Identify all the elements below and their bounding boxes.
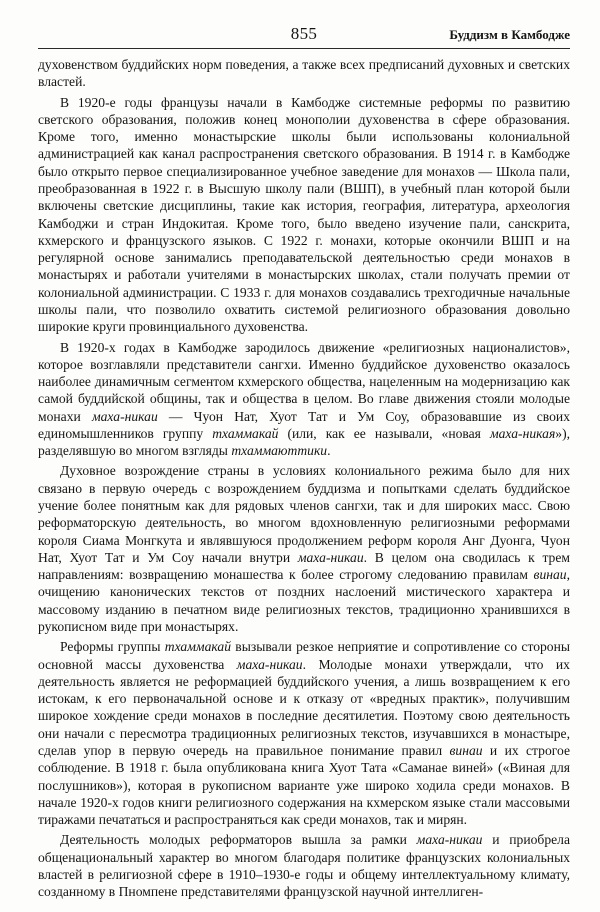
- text-run: (или, как ее называли, «новая: [278, 425, 490, 441]
- paragraph: [38, 94, 570, 336]
- text-run: . В целом она сводилась к трем направлениям: возвращению монашества к более строгому следованию правилам: [38, 549, 570, 583]
- running-title: Буддизм в Камбодже: [449, 27, 570, 42]
- paragraph: [38, 56, 570, 91]
- italic-term: маха-никаи: [236, 656, 303, 672]
- italic-term: маха-никаи: [416, 832, 483, 848]
- italic-term: винаи: [533, 567, 567, 583]
- paragraph: [38, 462, 570, 635]
- text-run: . Молодые монахи утверждали, что их деятельность является не реформацией буддийского учения, а лишь возвращением к его истокам, к его первоначальной основе и к отказу от «вредных практик», получившим широкое хождение среди монахов в последние десятилетия. Поэтому свою деятельность они начали с пересмотра традиционных религиозных текстов, изучавшихся в монастыре, сделав упор в первую очередь на правильное понимание правил: [38, 656, 570, 758]
- italic-term: маха-никая: [489, 425, 556, 441]
- text-run: и их строгое соблюдение. В 1918 г. была опубликована книга Хуот Тата «Саманае виней» («Виная для послушников»), которая в рукописном варианте уже широко ходила среди монахов. В начале 1920-х годов книги религиозного содержания на кхмерском языке стали массовыми тиражами печататься и распространяться как среди монахов, так и мирян.: [38, 742, 570, 828]
- page-header: [38, 20, 570, 50]
- paragraph: [38, 638, 570, 828]
- text-run: В 1920-е годы французы начали в Камбодже системные реформы по развитию светского образования, положив конец монополии духовенства в сфере образования. Кроме того, именно монастырские школы были использованы колониальной администрацией как канал распространения светского образования. В 1914 г. в Камбодже было открыто первое специализированное учебное заведение для монахов — Школа пали, преобразованная в 1922 г. в Высшую школу пали (ВШП), в учебный план которой были включены светские дисциплины, такие как история, география, литература, археология Камбоджи и стран Индокитая. Кроме того, было введено изучение пали, санскрита, кхмерского и французского языков. С 1922 г. монахи, которые окончили ВШП и на регулярной основе занимались преподавательской деятельностью среди монахов в монастырях и работали учителями в монастырских школах, стали получать премии от колониальной администрации. С 1933 г. для монахов создавались трехгодичные начальные школы пали, что позволило охватить системой религиозного образования довольно широкие круги провинциального духовенства.: [38, 94, 570, 335]
- italic-term: тхаммакай: [164, 639, 231, 655]
- page-number: 855: [290, 24, 318, 43]
- paragraph: [38, 831, 570, 900]
- text-run: и приобрела общенациональный характер во многом благодаря политике французских колониальных властей в религиозной сфере в 1910–1930-е годы и общему интеллектуальному климату, созданному в Пномпене представителями французской научной интеллиген-: [38, 832, 570, 900]
- text-run: Духовное возрождение страны в условиях колониального режима было для них связано в первую очередь с возрождением буддизма и попытками сделать буддийское учение более понятным как для рядовых членов сангхи, так и для широких масс. Свою реформаторскую деятельность, во многом вдохновленную религиозными реформами короля Сиама Монгкута и являвшуюся продолжением реформ короля Анг Дуонга, Чуон Нат, Хуот Тат и Ум Соу начали внутри: [38, 463, 570, 565]
- paragraph: [38, 339, 570, 460]
- text-run: »), разделявшую во многом взгляды: [38, 425, 570, 459]
- italic-term: винаи: [449, 742, 483, 758]
- italic-term: тхаммаюттики: [231, 443, 328, 459]
- text-run: духовенством буддийских норм поведения, а также всех предписаний духовных и светских властей.: [38, 57, 570, 90]
- text-run: Реформы группы: [60, 639, 165, 655]
- header-rule: [38, 48, 570, 49]
- text-run: В 1920-х годах в Камбодже зародилось движение «религиозных националистов», которое возглавляли представители сангхи. Именно буддийское духовенство оказалось наиболее динамичным сегментом кхмерского общества, нацеленным на модернизацию как самой буддийской общины, так и общества в целом. Во главе движения стояли молодые монахи: [38, 339, 570, 424]
- text-run: Деятельность молодых реформаторов вышла за рамки: [60, 832, 417, 848]
- italic-term: маха-никаи: [91, 408, 158, 424]
- text-run: — Чуон Нат, Хуот Тат и Ум Соу, образовавшие из своих единомышленников группу: [38, 408, 570, 441]
- italic-term: тхаммакай: [212, 425, 279, 441]
- text-run: .: [327, 443, 331, 459]
- text-run: вызывали резкое неприятие и сопротивление со стороны основной массы духовенства: [38, 639, 570, 672]
- text-run: , очищению канонических текстов от поздних наслоений мистического характера и массовому изданию в печатном виде религиозных текстов, традиционно хранившихся в рукописном виде при монастырях.: [38, 567, 570, 634]
- italic-term: маха-никаи: [297, 549, 364, 565]
- body-text: [38, 56, 570, 901]
